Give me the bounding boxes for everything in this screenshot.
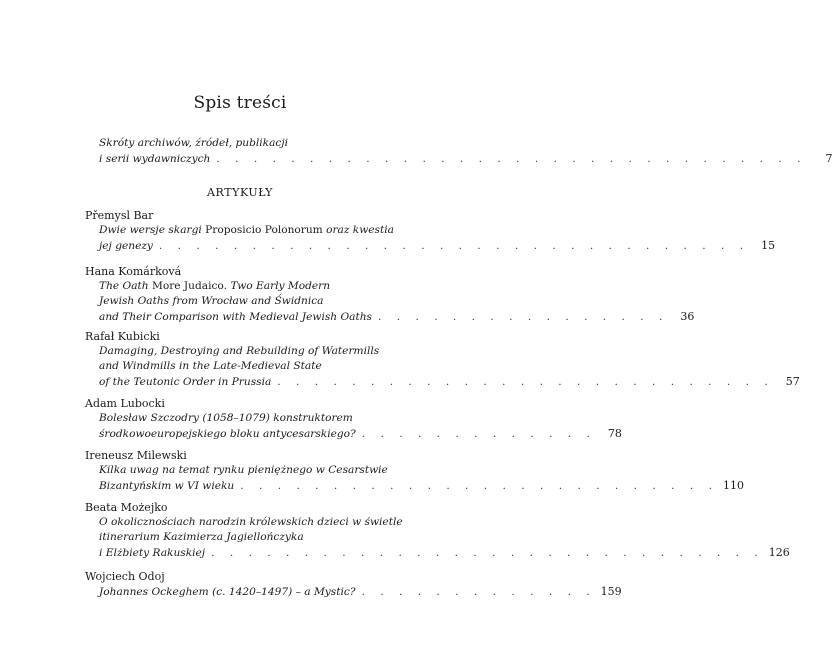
leader-dots: . . . . . . . . . . . . . . . . . . . . . . . . . . . . . . — [211, 547, 764, 559]
leader-dots: . . . . . . . . . . . . . . . . . . . . . . . . . . — [240, 480, 718, 492]
entry-title-tail: i Elżbiety Rakuskiej — [99, 547, 206, 559]
entry-title-line: Bolesław Szczodry (1058–1079) konstruktorem — [99, 412, 353, 424]
title-segment: Proposicio Polonorum — [205, 224, 327, 236]
toc-entry — [85, 396, 622, 442]
toc-entry — [85, 500, 790, 561]
entry-title-tail: jej genezy — [99, 240, 153, 252]
title-segment: oraz kwestia — [326, 224, 394, 236]
entry-author: Hana Komárková — [85, 265, 182, 278]
entry-title-line: Kilka uwag na temat rynku pieniężnego w Cesarstwie — [99, 464, 388, 476]
page-number: 7 — [825, 152, 833, 165]
page-number: 78 — [607, 427, 622, 440]
entry-last-line — [85, 478, 744, 494]
toc-entry — [85, 569, 622, 600]
entry-author: Wojciech Odoj — [85, 570, 165, 583]
entry-last-line — [85, 374, 800, 390]
toc-entry — [85, 208, 776, 254]
entry-author: Přemysl Bar — [85, 209, 154, 222]
entry-title-tail: środkowoeuropejskiego bloku antycesarskiego? — [99, 428, 356, 440]
entry-author: Ireneusz Milewski — [85, 449, 187, 462]
title-segment: More Judaico — [151, 280, 224, 292]
entry-last-line — [85, 238, 776, 254]
leader-dots: . . . . . . . . . . . . . . . . . . . . . . . . . . . . . . . . — [158, 240, 750, 252]
entry-author: Rafał Kubicki — [85, 330, 160, 343]
entry-author: Adam Lubocki — [85, 397, 165, 410]
entry-last-line — [85, 584, 622, 600]
entry-title-line: Skróty archiwów, źródeł, publikacji — [99, 137, 288, 149]
leader-dots: . . . . . . . . . . . . . . . . — [377, 311, 669, 323]
page-title: Spis treści — [193, 93, 287, 113]
entry-title-line: Damaging, Destroying and Rebuilding of Watermills — [99, 345, 380, 357]
entry-last-line — [85, 426, 622, 442]
entry-title-line — [85, 223, 422, 238]
entry-last-line — [85, 151, 833, 167]
entry-title-tail: Johannes Ockeghem (c. 1420–1497) – a Mystic? — [99, 586, 356, 598]
entry-author: Beata Możejko — [85, 501, 168, 514]
page-number: 110 — [722, 479, 744, 492]
leader-dots: . . . . . . . . . . . . . . . . . . . . . . . . . . . . . . . . — [216, 153, 807, 165]
title-segment: . Two Early Modern — [223, 280, 331, 292]
toc-entry-abbreviations — [85, 136, 833, 167]
entry-title-line: Jewish Oaths from Wrocław and Świdnica — [99, 295, 324, 307]
entry-title-tail: Bizantyńskim w VI wieku — [99, 480, 235, 492]
entry-last-line — [85, 545, 790, 561]
entry-title-tail: and Their Comparison with Medieval Jewish Oaths — [99, 311, 372, 323]
page-number: 159 — [600, 585, 622, 598]
entry-last-line — [85, 309, 695, 325]
leader-dots: . . . . . . . . . . . . . — [361, 586, 596, 598]
toc-entry — [85, 329, 800, 390]
title-segment: The Oath — [99, 280, 152, 292]
section-heading: ARTYKUŁY — [206, 186, 274, 199]
leader-dots: . . . . . . . . . . . . . — [361, 428, 596, 440]
entry-title-tail: of the Teutonic Order in Prussia — [99, 376, 272, 388]
page-number: 15 — [761, 239, 776, 252]
toc-entry — [85, 448, 744, 494]
entry-title-line — [85, 279, 422, 294]
entry-title-line: O okolicznościach narodzin królewskich dzieci w świetle — [99, 516, 403, 528]
entry-title-line: and Windmills in the Late-Medieval State — [99, 360, 322, 372]
page-number: 126 — [768, 546, 790, 559]
page-number: 57 — [785, 375, 800, 388]
page-number: 36 — [680, 310, 695, 323]
title-segment: Dwie wersje skargi — [99, 224, 206, 236]
entry-title-tail: i serii wydawniczych — [99, 153, 211, 165]
leader-dots: . . . . . . . . . . . . . . . . . . . . . . . . . . . — [277, 376, 774, 388]
entry-title-line: itinerarium Kazimierza Jagiellończyka — [99, 531, 304, 543]
toc-entry — [85, 264, 695, 325]
